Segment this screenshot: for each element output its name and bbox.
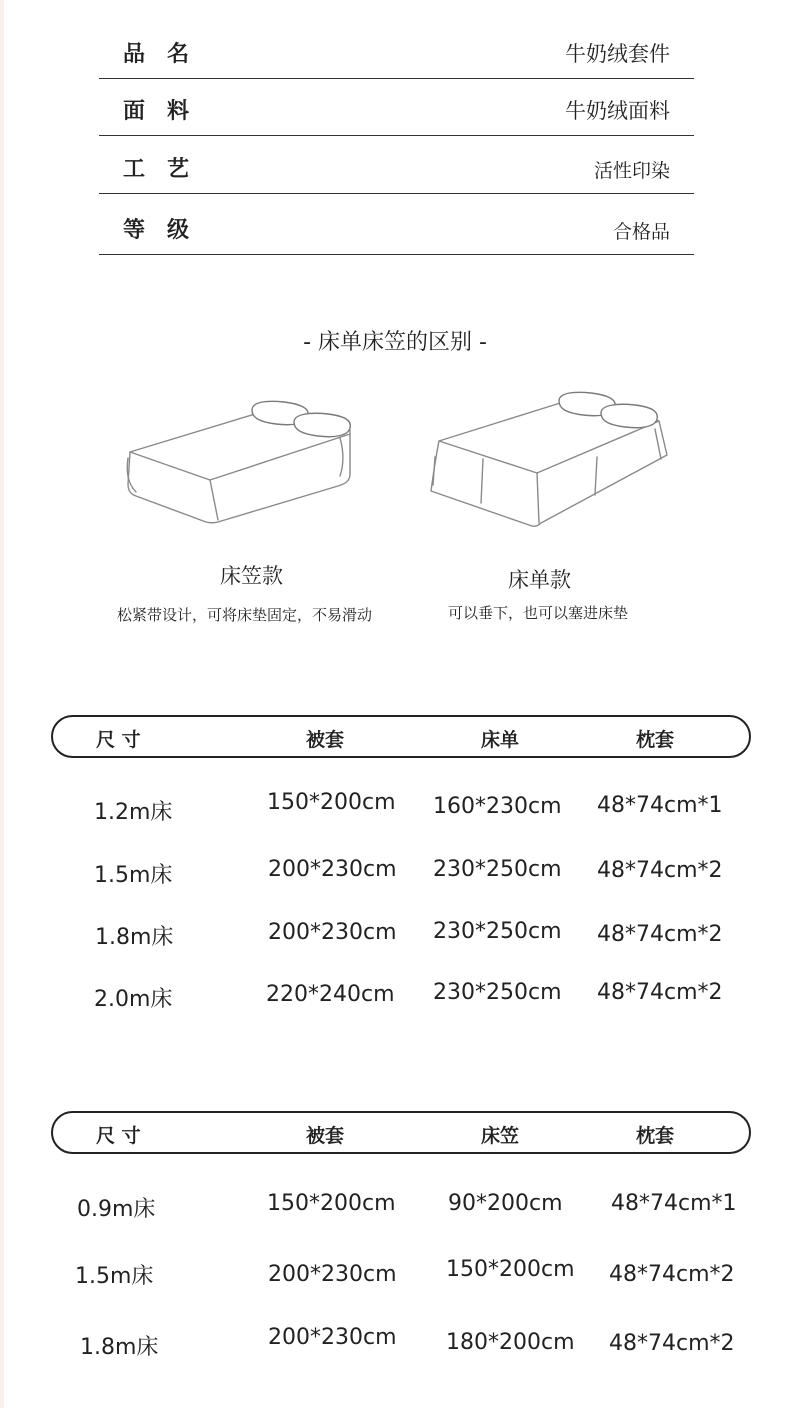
header-pillowcase: 枕套: [636, 729, 675, 751]
table-cell: 48*74cm*2: [597, 858, 723, 883]
table-cell: 220*240cm: [266, 982, 395, 1007]
spec-value: 活性印染: [593, 160, 670, 182]
table-cell: 230*250cm: [433, 980, 562, 1005]
header-fitted-sheet: 床笠: [481, 1125, 520, 1147]
section-title: - 床单床笠的区别 -: [303, 330, 487, 355]
table-cell: 1.8m床: [80, 1335, 159, 1360]
table-cell: 48*74cm*2: [597, 922, 723, 947]
header-size: 尺 寸: [96, 1125, 141, 1147]
table-cell: 200*230cm: [268, 920, 397, 945]
table-cell: 230*250cm: [433, 919, 562, 944]
spec-row-fabric: [99, 79, 694, 136]
table-header: [51, 715, 751, 758]
header-pillowcase: 枕套: [636, 1125, 675, 1147]
spec-label: 等级: [123, 218, 212, 243]
spec-value: 合格品: [612, 221, 670, 243]
spec-value: 牛奶绒面料: [565, 99, 670, 123]
flat-sheet-bed-illustration: [425, 385, 675, 535]
table-cell: 150*200cm: [446, 1257, 575, 1282]
spec-value: 牛奶绒套件: [565, 42, 670, 66]
table-cell: 150*200cm: [267, 790, 396, 815]
table-cell: 1.5m床: [94, 863, 173, 888]
spec-label: 品名: [123, 42, 212, 67]
table-cell: 2.0m床: [94, 987, 173, 1012]
header-duvet: 被套: [306, 729, 345, 751]
table-cell: 0.9m床: [77, 1197, 156, 1222]
flat-sheet-desc: 可以垂下，也可以塞进床垫: [448, 604, 629, 622]
fitted-sheet-name: 床笠款: [220, 564, 283, 588]
spec-row-craft: [99, 137, 694, 194]
fitted-sheet-desc: 松紧带设计，可将床垫固定，不易滑动: [117, 606, 373, 624]
table-cell: 48*74cm*2: [597, 980, 723, 1005]
table-cell: 1.2m床: [94, 800, 173, 825]
header-sheet: 床单: [481, 729, 520, 751]
table-cell: 48*74cm*1: [597, 793, 723, 818]
spec-label: 面料: [123, 99, 212, 124]
fitted-sheet-bed-illustration: [118, 392, 368, 532]
spec-label: 工艺: [123, 157, 212, 182]
table-cell: 150*200cm: [267, 1191, 396, 1216]
table-cell: 200*230cm: [268, 857, 397, 882]
table-cell: 230*250cm: [433, 857, 562, 882]
header-size: 尺 寸: [96, 729, 141, 751]
table-cell: 180*200cm: [446, 1330, 575, 1355]
table-cell: 48*74cm*1: [611, 1191, 737, 1216]
table-cell: 200*230cm: [268, 1262, 397, 1287]
table-cell: 48*74cm*2: [609, 1262, 735, 1287]
header-duvet: 被套: [306, 1125, 345, 1147]
table-header: [51, 1111, 751, 1154]
left-edge-strip: [0, 0, 4, 1408]
table-cell: 90*200cm: [448, 1191, 563, 1216]
table-cell: 1.5m床: [75, 1264, 154, 1289]
table-cell: 1.8m床: [95, 925, 174, 950]
table-cell: 200*230cm: [268, 1325, 397, 1350]
flat-sheet-name: 床单款: [508, 568, 571, 592]
table-cell: 48*74cm*2: [609, 1331, 735, 1356]
table-cell: 160*230cm: [433, 794, 562, 819]
spec-row-grade: [99, 198, 694, 255]
spec-row-name: [99, 22, 694, 79]
